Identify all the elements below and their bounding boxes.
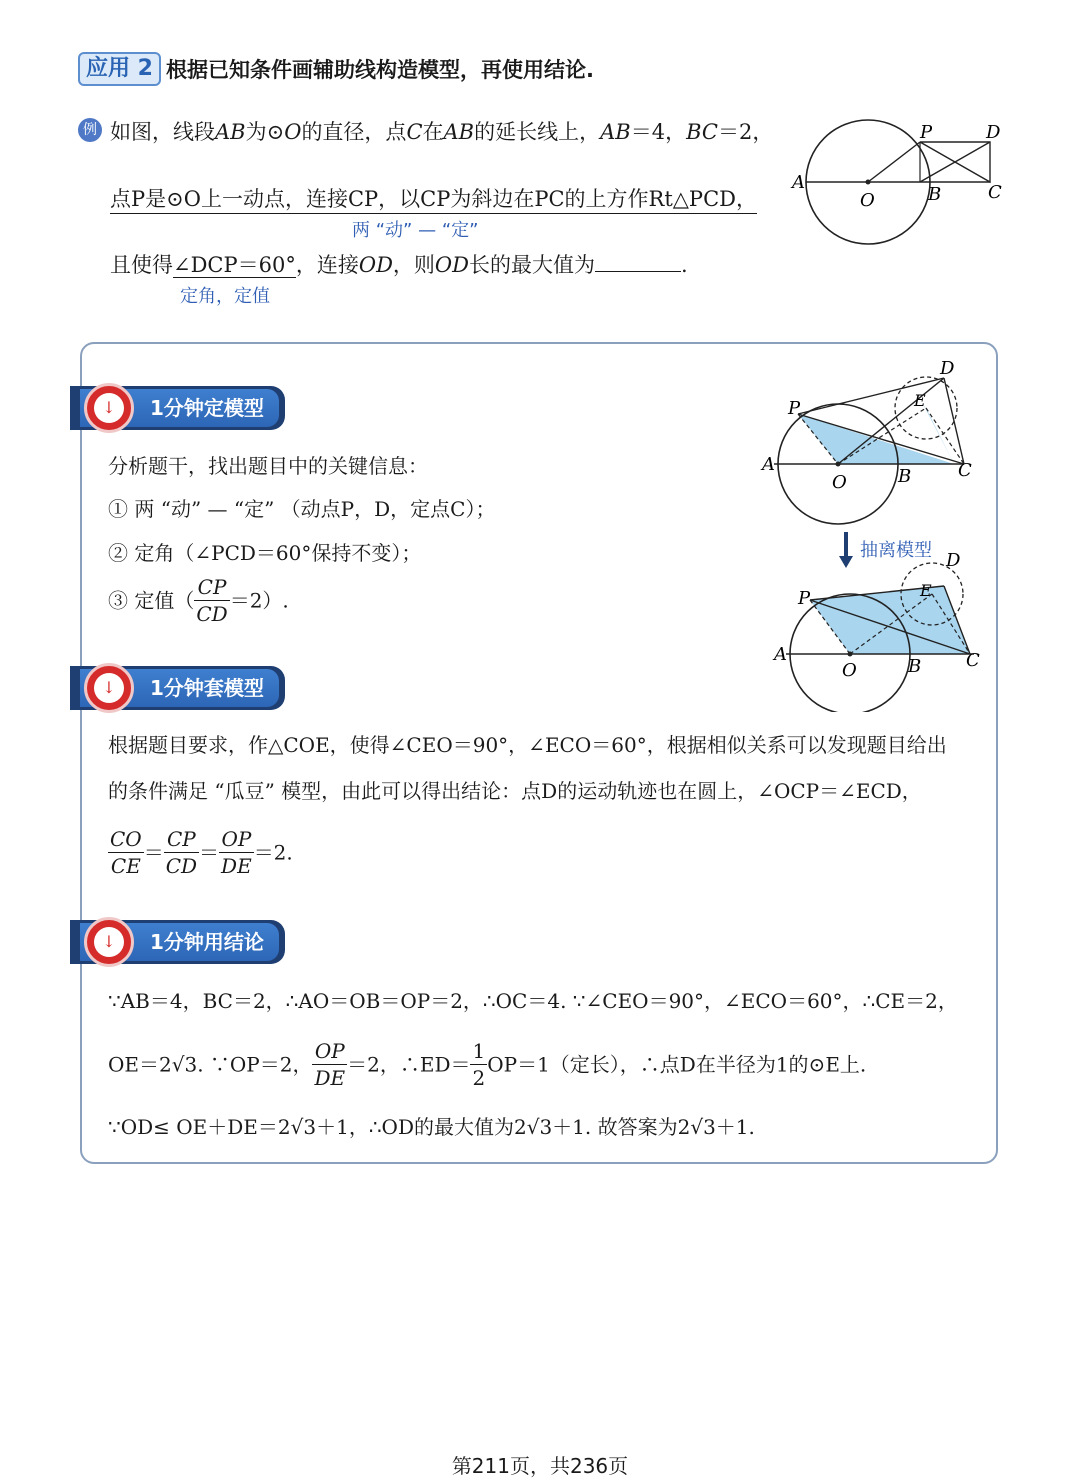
example-note-fixed: 定角，定值 — [180, 286, 270, 307]
application-title: 根据已知条件画辅助线构造模型，再使用结论. — [166, 58, 594, 82]
label-e: E — [914, 391, 926, 410]
label-c: C — [966, 650, 980, 671]
example-line-3: 且使得∠DCP＝60°，连接OD，则OD长的最大值为 . — [110, 253, 688, 277]
model-figure-original — [758, 356, 988, 528]
segment-dc — [944, 378, 964, 464]
s2-paragraph-1: 根据题目要求，作△COE，使得∠CEO＝90°，∠ECO＝60°，根据相似关系可以发现题目给出 — [108, 733, 947, 757]
s3-line-3: ∵OD≤ OE＋DE＝2√3＋1，∴OD的最大值为2√3＋1. 故答案为2√3＋1. — [108, 1115, 755, 1139]
section-label-apply-model: 1分钟套模型 — [70, 666, 285, 710]
label-b: B — [908, 656, 922, 677]
segment-op — [868, 142, 920, 182]
label-a: A — [792, 172, 805, 193]
label-a: A — [774, 644, 787, 665]
example-note-moving: 两 “动” — “定” — [352, 220, 479, 241]
point-o — [836, 462, 841, 467]
model-figure-extracted — [766, 542, 992, 712]
label-c: C — [958, 460, 972, 481]
label-b: B — [928, 184, 942, 205]
shaded-triangle-ecd — [922, 402, 954, 464]
label-d: D — [940, 358, 955, 379]
label-d: D — [986, 122, 1001, 143]
s3-line-2: OE＝2√3. ∵OP＝2， $\frac{OP}{DE}$ ＝2，∴ED＝ $\frac{1}{2}$ OP＝1（定长），∴点D在半径为1的⊙E上. — [108, 1039, 867, 1090]
extract-model-label: 抽离模型 — [860, 540, 932, 561]
example-line-2: 点P是⊙O上一动点，连接CP，以CP为斜边在PC的上方作Rt△PCD， — [110, 183, 757, 214]
answer-blank — [595, 271, 681, 272]
example-badge: 例 — [78, 118, 102, 142]
page-footer: 第211页，共236页 — [451, 1454, 629, 1478]
segment-ec — [926, 408, 964, 464]
label-p: P — [798, 588, 811, 609]
label-e: E — [920, 581, 932, 600]
s2-paragraph-2: 的条件满足 “瓜豆” 模型，由此可以得出结论：点D的运动轨迹也在圆上，∠OCP＝∠ECD， — [108, 779, 922, 803]
label-b: B — [898, 466, 912, 487]
label-o: O — [842, 660, 857, 681]
s1-item-3: ③ 定值（ $\frac{CP}{CD}$ ＝2）. — [108, 575, 289, 626]
stopwatch-icon: ↓ — [84, 663, 134, 713]
application-tag: 应用 2 — [78, 52, 161, 86]
example-figure — [780, 112, 1010, 258]
section-label-model: 1分钟定模型 — [70, 386, 285, 430]
s2-ratio-formula: $\frac{CO}{CE}$ ＝ $\frac{CP}{CD}$ ＝ $\frac{OP}{DE}$ ＝2. — [110, 827, 293, 878]
stopwatch-icon: ↓ — [84, 383, 134, 433]
point-o — [848, 652, 853, 657]
label-d: D — [946, 550, 961, 571]
label-c: C — [988, 182, 1002, 203]
s1-item-2: ② 定角（∠PCD＝60°保持不变）； — [108, 541, 422, 565]
label-a: A — [762, 454, 775, 475]
point-o — [866, 180, 871, 185]
label-p: P — [788, 398, 801, 419]
label-p: P — [920, 122, 933, 143]
stopwatch-icon: ↓ — [84, 917, 134, 967]
label-o: O — [832, 472, 847, 493]
s1-item-1: ① 两 “动” — “定” （动点P，D，定点C）； — [108, 497, 496, 521]
s3-line-1: ∵AB＝4，BC＝2，∴AO＝OB＝OP＝2，∴OC＝4. ∵∠CEO＝90°，∠ECO＝60°，∴CE＝2， — [108, 989, 958, 1013]
label-o: O — [860, 190, 875, 211]
s1-intro: 分析题干，找出题目中的关键信息： — [108, 454, 428, 478]
section-label-conclusion: 1分钟用结论 — [70, 920, 285, 964]
example-line-1: 如图，线段AB为⊙O的直径，点C在AB的延长线上，AB＝4，BC＝2， — [110, 120, 774, 144]
